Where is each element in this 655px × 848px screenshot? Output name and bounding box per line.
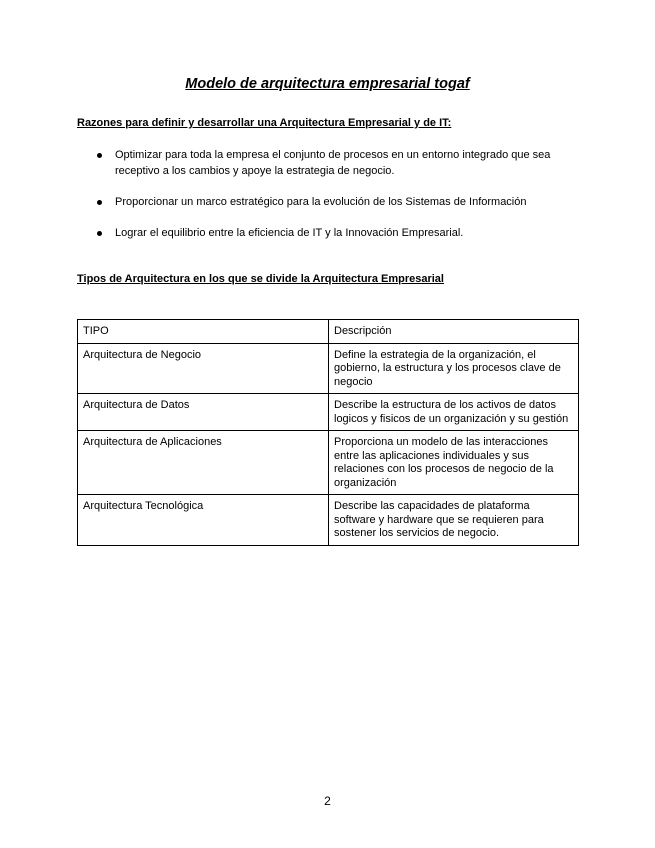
list-item	[97, 147, 567, 179]
architecture-types-table	[77, 319, 579, 546]
bullet-icon	[97, 231, 102, 236]
bullet-icon	[97, 153, 102, 158]
table-cell-type: Arquitectura de Aplicaciones	[78, 431, 329, 495]
table-cell-description: Describe la estructura de los activos de datos logicos y fisicos de un organización y su gestión	[329, 394, 579, 431]
table-header-cell: Descripción	[329, 320, 579, 344]
table-cell-type: Arquitectura Tecnológica	[78, 495, 329, 546]
list-item-text: Optimizar para toda la empresa el conjunto de procesos en un entorno integrado que sea receptivo a los cambios y apoye la estrategia de negocio.	[115, 149, 551, 177]
reasons-list	[97, 147, 567, 256]
table-row	[78, 394, 579, 431]
table-row	[78, 343, 579, 394]
table-cell-type: Arquitectura de Negocio	[78, 343, 329, 394]
list-item	[97, 194, 567, 210]
list-item	[97, 225, 567, 241]
table-cell-type: Arquitectura de Datos	[78, 394, 329, 431]
table-header-cell: TIPO	[78, 320, 329, 344]
table-cell-description: Define la estrategia de la organización, el gobierno, la estructura y los procesos clave de negocio	[329, 343, 579, 394]
table-header-row	[78, 320, 579, 344]
section-heading-types: Tipos de Arquitectura en los que se divide la Arquitectura Empresarial	[77, 273, 444, 285]
table-cell-description: Proporciona un modelo de las interacciones entre las aplicaciones individuales y sus relaciones con los procesos de negocio de la organización	[329, 431, 579, 495]
list-item-text: Proporcionar un marco estratégico para la evolución de los Sistemas de Información	[115, 196, 527, 208]
table-row	[78, 431, 579, 495]
page-number: 2	[324, 794, 331, 808]
table-row	[78, 495, 579, 546]
bullet-icon	[97, 200, 102, 205]
table-cell-description: Describe las capacidades de plataforma software y hardware que se requieren para sostener los servicios de negocio.	[329, 495, 579, 546]
section-heading-reasons: Razones para definir y desarrollar una Arquitectura Empresarial y de IT:	[77, 117, 452, 129]
document-title: Modelo de arquitectura empresarial togaf	[185, 76, 470, 92]
list-item-text: Lograr el equilibrio entre la eficiencia de IT y la Innovación Empresarial.	[115, 227, 464, 239]
